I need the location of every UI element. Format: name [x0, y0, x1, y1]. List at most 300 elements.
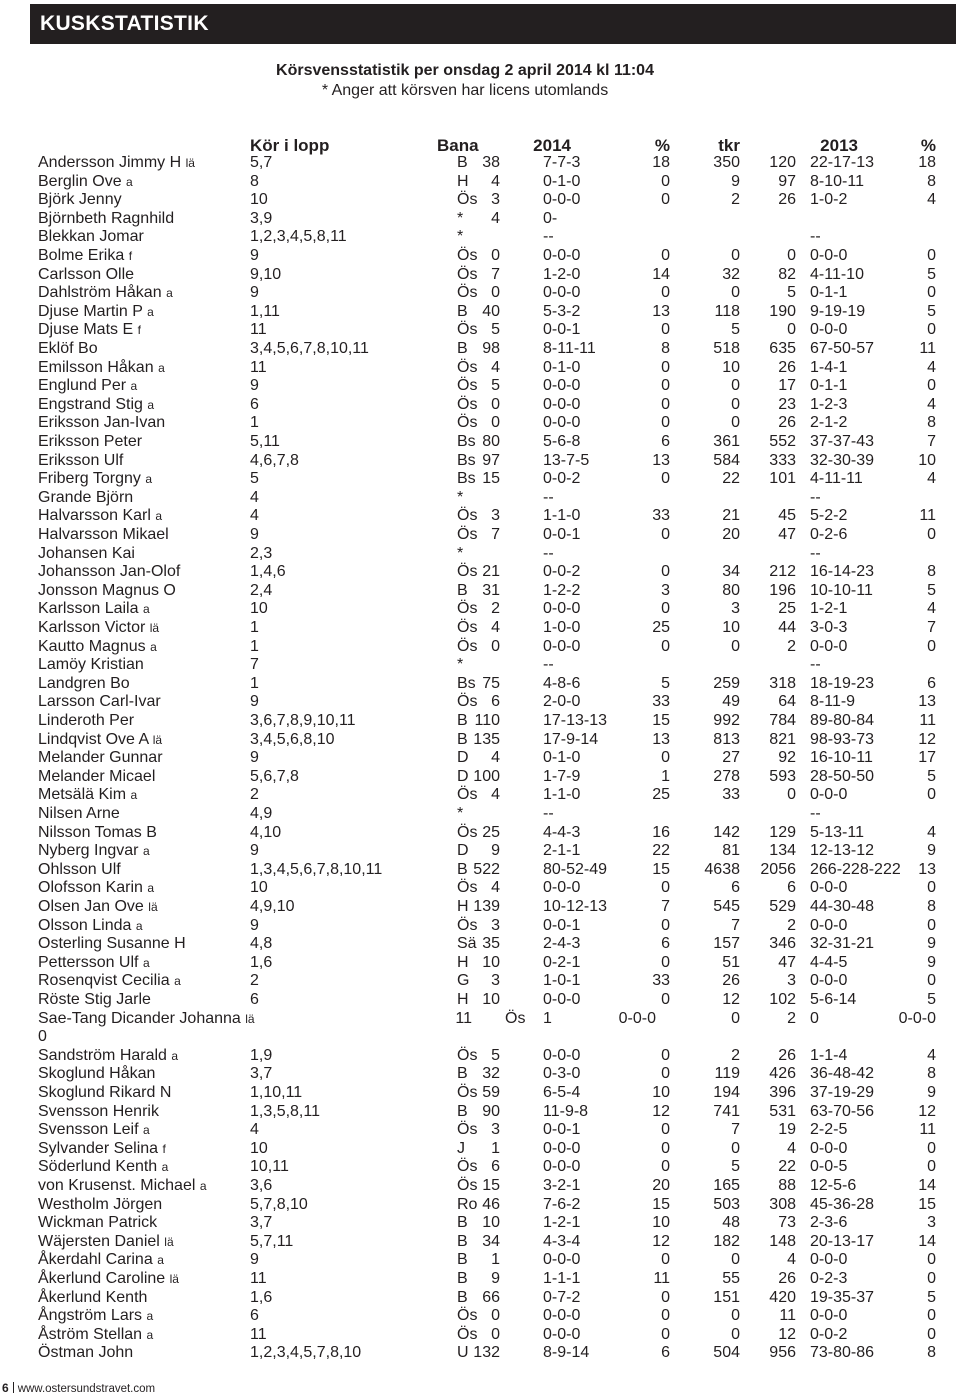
cell-pct13: 0: [927, 321, 936, 339]
cell-starts: 3: [491, 972, 500, 990]
cell-pct13: 18: [918, 154, 936, 171]
cell-bana: H: [457, 991, 469, 1008]
cell-tkr: 741: [713, 1102, 740, 1120]
driver-license-suffix: a: [145, 472, 152, 487]
cell-pct13: 11: [919, 712, 936, 729]
cell-tkr: 2: [787, 1009, 796, 1027]
column-header-kor-i-lopp: Kör i lopp: [250, 136, 330, 155]
cell-pct13: 5: [927, 1288, 936, 1306]
cell-pct: 14: [652, 265, 670, 283]
cell-s13: 5: [787, 284, 796, 302]
driver-name-cell: [38, 489, 133, 507]
cell-pct: 20: [652, 1177, 670, 1194]
cell-res13: 22-17-13: [810, 154, 875, 171]
cell-lopp: 9: [250, 284, 259, 302]
cell-starts: 32: [482, 1065, 500, 1083]
cell-bana: B: [457, 1288, 468, 1306]
cell-starts: 46: [482, 1195, 500, 1213]
cell-lopp: 10: [250, 191, 268, 209]
cell-tkr: 0: [731, 395, 740, 413]
cell-res13: 73-80-86: [810, 1344, 875, 1362]
driver-license-suffix: f: [137, 323, 141, 338]
cell-res: --: [543, 656, 554, 674]
cell-s13: 531: [769, 1102, 796, 1120]
cell-bana: Ös: [457, 191, 478, 209]
cell-tkr: 27: [722, 749, 740, 767]
cell-res13: 0-0-0: [898, 1009, 936, 1027]
cell-s13: 47: [778, 953, 796, 971]
cell-lopp: 2: [250, 786, 259, 804]
driver-name-cell: [38, 1270, 179, 1288]
driver-license-suffix: lä: [169, 1272, 179, 1286]
driver-name: Johansson Jan-Olof: [38, 563, 181, 581]
cell-pct13: 0: [927, 1251, 936, 1269]
cell-lopp: 9,10: [250, 265, 282, 283]
cell-tkr: 81: [722, 842, 740, 860]
cell-bana: Ös: [457, 321, 478, 339]
cell-pct13: 4: [927, 823, 936, 841]
cell-res13: --: [810, 656, 821, 674]
cell-lopp: 10: [250, 879, 268, 897]
cell-lopp: 7: [250, 656, 259, 674]
cell-res: 5-6-8: [543, 433, 581, 450]
cell-bana: *: [457, 656, 464, 674]
driver-name-cell: [38, 954, 150, 972]
cell-lopp: 11: [250, 321, 267, 339]
cell-res: 0-0-0: [543, 1046, 581, 1064]
cell-starts: 4: [491, 619, 500, 636]
cell-starts: 25: [482, 823, 500, 841]
cell-pct: 12: [652, 1232, 670, 1250]
cell-lopp: 1,6: [250, 1288, 273, 1306]
cell-pct: 0: [661, 563, 670, 581]
cell-res: 0-0-0: [543, 1139, 581, 1157]
cell-s13: 45: [778, 507, 796, 525]
driver-name: Wäjersten Daniel: [38, 1232, 160, 1250]
cell-pct13: 9: [927, 842, 936, 860]
cell-res: 0-7-2: [543, 1288, 581, 1306]
cell-pct: 6: [661, 1344, 670, 1362]
cell-starts: 21: [482, 563, 500, 581]
cell-bana: Ös: [457, 395, 478, 413]
cell-tkr: 119: [714, 1065, 740, 1083]
cell-bana: Ös: [457, 1158, 478, 1176]
cell-lopp: 1: [250, 414, 259, 432]
cell-bana: Ös: [505, 1009, 526, 1027]
cell-res13: 266-228-222: [810, 860, 901, 878]
driver-name-cell: [38, 173, 133, 191]
cell-res: 0-2-1: [543, 953, 581, 971]
cell-s13: 2: [787, 916, 796, 934]
driver-license-suffix: a: [130, 788, 138, 803]
driver-name: Halvarsson Mikael: [38, 526, 169, 543]
driver-name-cell: [38, 712, 134, 730]
cell-res: 0-0-0: [618, 1009, 656, 1027]
driver-name: Grande Björn: [38, 488, 134, 506]
cell-bana: Ös: [457, 879, 478, 897]
cell-starts: 3: [491, 1121, 500, 1139]
cell-s13: 129: [769, 823, 796, 841]
cell-tkr: 55: [722, 1270, 740, 1287]
driver-name: Kautto Magnus: [38, 637, 146, 655]
driver-name-cell: [38, 1344, 133, 1362]
driver-license-suffix: lä: [149, 621, 160, 635]
cell-lopp: 3,9: [250, 209, 273, 227]
driver-name-cell: [38, 1047, 178, 1065]
cell-pct13: 12: [918, 1102, 936, 1120]
cell-bana: H: [457, 898, 469, 915]
cell-starts: 15: [482, 1177, 500, 1194]
cell-starts: 100: [473, 767, 500, 785]
cell-pct13: 8: [927, 563, 936, 581]
cell-res13: 1-2-3: [810, 395, 848, 413]
cell-res13: 36-48-42: [810, 1065, 875, 1083]
driver-name-cell: [38, 675, 130, 693]
cell-tkr: 118: [714, 302, 740, 320]
cell-s13: 420: [769, 1288, 796, 1306]
cell-lopp: 4,9,10: [250, 898, 295, 915]
cell-res: --: [543, 228, 554, 246]
cell-pct: 25: [652, 786, 670, 804]
driver-name: Söderlund Kenth: [38, 1158, 158, 1176]
cell-starts: 38: [482, 154, 500, 171]
cell-starts: 3: [491, 507, 500, 525]
cell-s13: 26: [778, 191, 796, 209]
cell-starts: 80: [482, 433, 500, 450]
cell-pct: 10: [652, 1214, 670, 1232]
cell-tkr: 10: [722, 619, 740, 636]
cell-bana: J: [457, 1139, 465, 1157]
driver-license-suffix: f: [128, 249, 133, 263]
driver-name-cell: [38, 1233, 174, 1251]
cell-res13: 0-0-0: [810, 786, 848, 804]
cell-res13: 1-1-4: [810, 1046, 848, 1064]
cell-pct13: 3: [927, 1214, 936, 1232]
driver-license-suffix: lä: [164, 1234, 174, 1249]
cell-pct: 0: [661, 321, 670, 339]
cell-pct13: 0: [927, 786, 936, 804]
cell-pct13: 0: [927, 377, 936, 395]
driver-name: Engstrand Stig: [38, 395, 143, 413]
page-subheading: * Anger att körsven har licens utomlands: [321, 82, 609, 99]
cell-tkr: 813: [713, 730, 740, 748]
cell-starts: 4: [491, 172, 500, 190]
cell-lopp: 5,11: [250, 433, 280, 450]
driver-name: Svensson Henrik: [38, 1102, 159, 1120]
cell-pct13: 11: [919, 507, 936, 525]
driver-name-cell: [38, 396, 154, 414]
cell-lopp: 9: [250, 526, 259, 543]
driver-name: Olsson Linda: [38, 916, 132, 934]
cell-tkr: 165: [713, 1177, 740, 1194]
cell-res: 17-9-14: [543, 730, 599, 748]
column-header-2014: 2014: [533, 136, 571, 155]
cell-bana: B: [457, 1232, 468, 1250]
cell-res: 1-7-9: [543, 767, 581, 785]
cell-pct13: 14: [918, 1232, 936, 1250]
cell-pct13: 9: [927, 953, 936, 971]
cell-res: --: [543, 805, 554, 822]
cell-res13: 0-0-0: [810, 637, 848, 655]
cell-starts: 10: [482, 953, 500, 971]
cell-res13: 45-36-28: [810, 1195, 875, 1213]
driver-name: Eriksson Ulf: [38, 451, 124, 469]
driver-name: Röste Stig Jarle: [38, 991, 151, 1008]
cell-res13: 0-1-1: [810, 284, 848, 302]
cell-res13: 18-19-23: [810, 674, 875, 692]
driver-name: Åkerlund Caroline: [38, 1270, 166, 1287]
cell-pct: 15: [652, 712, 670, 729]
cell-lopp: 9: [250, 247, 259, 264]
driver-name-cell: [38, 1158, 168, 1176]
cell-res: 11-9-8: [543, 1102, 589, 1120]
cell-tkr: 0: [731, 1325, 740, 1343]
cell-s13: 318: [769, 674, 796, 692]
cell-s13: 4: [787, 1139, 796, 1157]
cell-tkr: 3: [731, 600, 740, 618]
cell-bana: Bs: [457, 433, 476, 450]
cell-pct: 33: [652, 972, 670, 990]
cell-pct13: 0: [927, 916, 936, 934]
cell-res13: 16-14-23: [810, 563, 875, 581]
cell-bana: Ös: [457, 1325, 478, 1343]
driver-name-cell: [38, 1251, 164, 1269]
cell-res: 0-0-2: [543, 470, 581, 488]
driver-license-suffix: a: [158, 360, 165, 375]
driver-name: Ångström Lars: [38, 1307, 143, 1325]
cell-pct: 0: [661, 749, 670, 767]
cell-bana: Ös: [457, 507, 478, 525]
driver-name: Melander Gunnar: [38, 749, 163, 767]
cell-s13: 12: [778, 1325, 796, 1343]
cell-pct13: 9: [927, 1084, 936, 1101]
cell-pct13: 17: [918, 749, 936, 767]
driver-license-suffix: a: [146, 1327, 154, 1342]
cell-lopp: 3,7: [250, 1214, 273, 1232]
driver-license-suffix: a: [155, 509, 163, 524]
driver-name-cell: [38, 600, 150, 618]
cell-res: 1-0-0: [543, 619, 581, 636]
driver-name-cell: [38, 303, 154, 321]
driver-name-cell: [38, 340, 98, 358]
cell-res13: 1-4-1: [810, 358, 848, 376]
cell-bana: H: [457, 953, 469, 971]
cell-lopp: 4,6,7,8: [250, 451, 299, 469]
cell-pct: 0: [661, 1307, 670, 1325]
driver-name: Nilsson Tomas B: [38, 823, 157, 841]
cell-lopp: 6: [250, 991, 259, 1008]
cell-pct: 7: [661, 898, 670, 915]
driver-name-cell: [38, 414, 165, 432]
cell-res13: 67-50-57: [810, 340, 875, 357]
cell-bana: Ös: [457, 1084, 478, 1101]
cell-res13: 0-2-3: [810, 1270, 848, 1287]
cell-res13: 1-0-2: [810, 191, 848, 209]
cell-res: 0-0-1: [543, 1121, 581, 1139]
cell-pct13: 4: [927, 395, 936, 413]
cell-res: 0-0-0: [543, 284, 581, 302]
cell-s13: 134: [769, 842, 796, 860]
section-header-bar: [30, 4, 956, 44]
driver-license-suffix: a: [142, 844, 150, 859]
cell-s13: 44: [778, 619, 796, 636]
cell-pct13: 13: [918, 860, 936, 878]
cell-starts: 0: [491, 637, 500, 655]
cell-res13: 4-11-11: [810, 470, 863, 488]
cell-s13: 23: [778, 395, 796, 413]
cell-tkr: 278: [713, 767, 740, 785]
cell-res: 4-8-6: [543, 674, 581, 692]
cell-s13: 26: [778, 1270, 796, 1287]
cell-pct: 0: [661, 879, 670, 897]
cell-res: 7-7-3: [543, 154, 581, 171]
cell-res: 0-1-0: [543, 358, 581, 376]
driver-name: Ohlsson Ulf: [38, 860, 121, 878]
cell-pct13: 4: [927, 358, 936, 376]
driver-name-cell: [38, 991, 151, 1009]
cell-bana: Bs: [457, 674, 476, 692]
cell-pct13: 0: [927, 247, 936, 264]
cell-pct: 0: [661, 247, 670, 264]
cell-starts: 0: [491, 284, 500, 302]
cell-res13: 10-10-11: [810, 581, 873, 599]
cell-pct13: 4: [927, 191, 936, 209]
cell-res: --: [543, 488, 554, 506]
cell-tkr: 545: [713, 898, 740, 915]
cell-pct: 0: [661, 358, 670, 376]
driver-license-suffix: a: [146, 1309, 154, 1324]
driver-license-suffix: a: [147, 397, 155, 412]
cell-bana: B: [457, 1251, 468, 1269]
driver-license-suffix: f: [162, 1141, 166, 1156]
cell-lopp: 9: [250, 377, 259, 395]
cell-tkr: 0: [731, 377, 740, 395]
cell-pct: 6: [661, 433, 670, 450]
cell-s13: 552: [769, 433, 796, 450]
driver-name-cell: [38, 1084, 171, 1102]
driver-name: Eklöf Bo: [38, 340, 98, 357]
cell-pct: 12: [652, 1102, 670, 1120]
driver-name-cell: [38, 898, 158, 916]
driver-name-cell: [38, 507, 162, 525]
driver-license-suffix: a: [147, 881, 155, 896]
cell-bana: Ro: [457, 1195, 478, 1213]
cell-pct: 0: [661, 916, 670, 934]
cell-pct: 0: [661, 1121, 670, 1139]
cell-s13: 19: [778, 1121, 796, 1139]
driver-name-cell: [38, 861, 121, 879]
cell-lopp: 2: [250, 972, 259, 990]
cell-tkr: 151: [713, 1288, 740, 1306]
cell-res: 0-0-0: [543, 1158, 581, 1176]
driver-name: Olofsson Karin: [38, 879, 143, 897]
cell-pct13: 8: [927, 1344, 936, 1362]
cell-pct: 22: [652, 842, 670, 860]
driver-name: Englund Per: [38, 377, 127, 395]
cell-res13: 0-0-5: [810, 1158, 848, 1176]
cell-tkr: 0: [731, 1251, 740, 1269]
cell-lopp: 1: [250, 637, 259, 655]
cell-lopp: 1,2,3,4,5,8,11: [250, 228, 347, 246]
cell-tkr: 0: [731, 1307, 740, 1325]
cell-s13: 17: [778, 377, 796, 395]
cell-pct13: 5: [927, 991, 936, 1008]
cell-lopp: 9: [250, 1251, 259, 1269]
cell-res: 17-13-13: [543, 712, 608, 729]
driver-name-cell: [38, 824, 157, 842]
driver-name: Dahlström Håkan: [38, 284, 162, 302]
cell-res: 0-0-1: [543, 321, 581, 339]
cell-pct: 0: [661, 637, 670, 655]
driver-license-suffix: lä: [148, 900, 158, 914]
cell-pct13: 8: [927, 898, 936, 915]
cell-res: 1-1-0: [543, 507, 581, 525]
cell-res13: 0-0-0: [810, 972, 848, 990]
cell-s13: 2056: [760, 860, 796, 878]
driver-license-suffix: a: [150, 639, 157, 654]
cell-tkr: 992: [713, 712, 740, 729]
cell-lopp: 5,7,11: [250, 1232, 294, 1250]
cell-res13: 9-19-19: [810, 302, 866, 320]
cell-pct: 5: [661, 674, 670, 692]
driver-name-cell: [38, 731, 162, 749]
footer-url: www.ostersundstravet.com: [17, 1383, 156, 1395]
driver-name-cell: [38, 266, 134, 284]
driver-name-cell: [38, 526, 169, 544]
driver-name: Nyberg Ingvar: [38, 842, 139, 860]
driver-name: Svensson Leif: [38, 1121, 139, 1139]
cell-bana: B: [457, 730, 468, 748]
cell-res: 6-5-4: [543, 1084, 581, 1101]
cell-res: 0-3-0: [543, 1065, 581, 1083]
cell-lopp: 3,4,5,6,7,8,10,11: [250, 340, 369, 357]
driver-name-cell: [38, 917, 143, 935]
cell-starts: 139: [473, 898, 500, 915]
cell-pct13: 0: [927, 1270, 936, 1287]
section-title: KUSKSTATISTIK: [40, 12, 209, 35]
driver-name: Skoglund Håkan: [38, 1065, 156, 1083]
cell-s13: 196: [769, 581, 796, 599]
driver-name: Pettersson Ulf: [38, 953, 139, 971]
driver-name: Lamöy Kristian: [38, 656, 144, 674]
cell-tkr: 2: [731, 191, 740, 209]
cell-tkr: 259: [713, 674, 740, 692]
cell-bana: B: [457, 712, 468, 729]
cell-s13: 190: [769, 302, 796, 320]
cell-pct13: 7: [927, 433, 936, 450]
cell-pct13: 8: [927, 414, 936, 432]
cell-pct: 0: [731, 1009, 740, 1027]
cell-pct: 3: [661, 581, 670, 599]
cell-bana: G: [457, 972, 470, 990]
cell-tkr: 80: [722, 581, 740, 599]
driver-name-cell: [38, 638, 157, 656]
cell-pct13: 8: [927, 1065, 936, 1083]
cell-pct13: 9: [927, 935, 936, 953]
cell-pct13: 6: [927, 674, 936, 692]
cell-lopp: 5: [250, 470, 259, 488]
cell-res13: 5-6-14: [810, 991, 857, 1008]
driver-name: Karlsson Laila: [38, 600, 139, 618]
cell-res13: 32-30-39: [810, 451, 875, 469]
cell-pct: 25: [652, 619, 670, 636]
cell-s13: 88: [778, 1177, 796, 1194]
cell-pct13: 0: [927, 879, 936, 897]
cell-lopp: 10,11: [250, 1158, 289, 1176]
cell-lopp: 4,8: [250, 935, 273, 953]
cell-starts: 4: [491, 879, 500, 897]
cell-tkr: 20: [722, 526, 740, 543]
